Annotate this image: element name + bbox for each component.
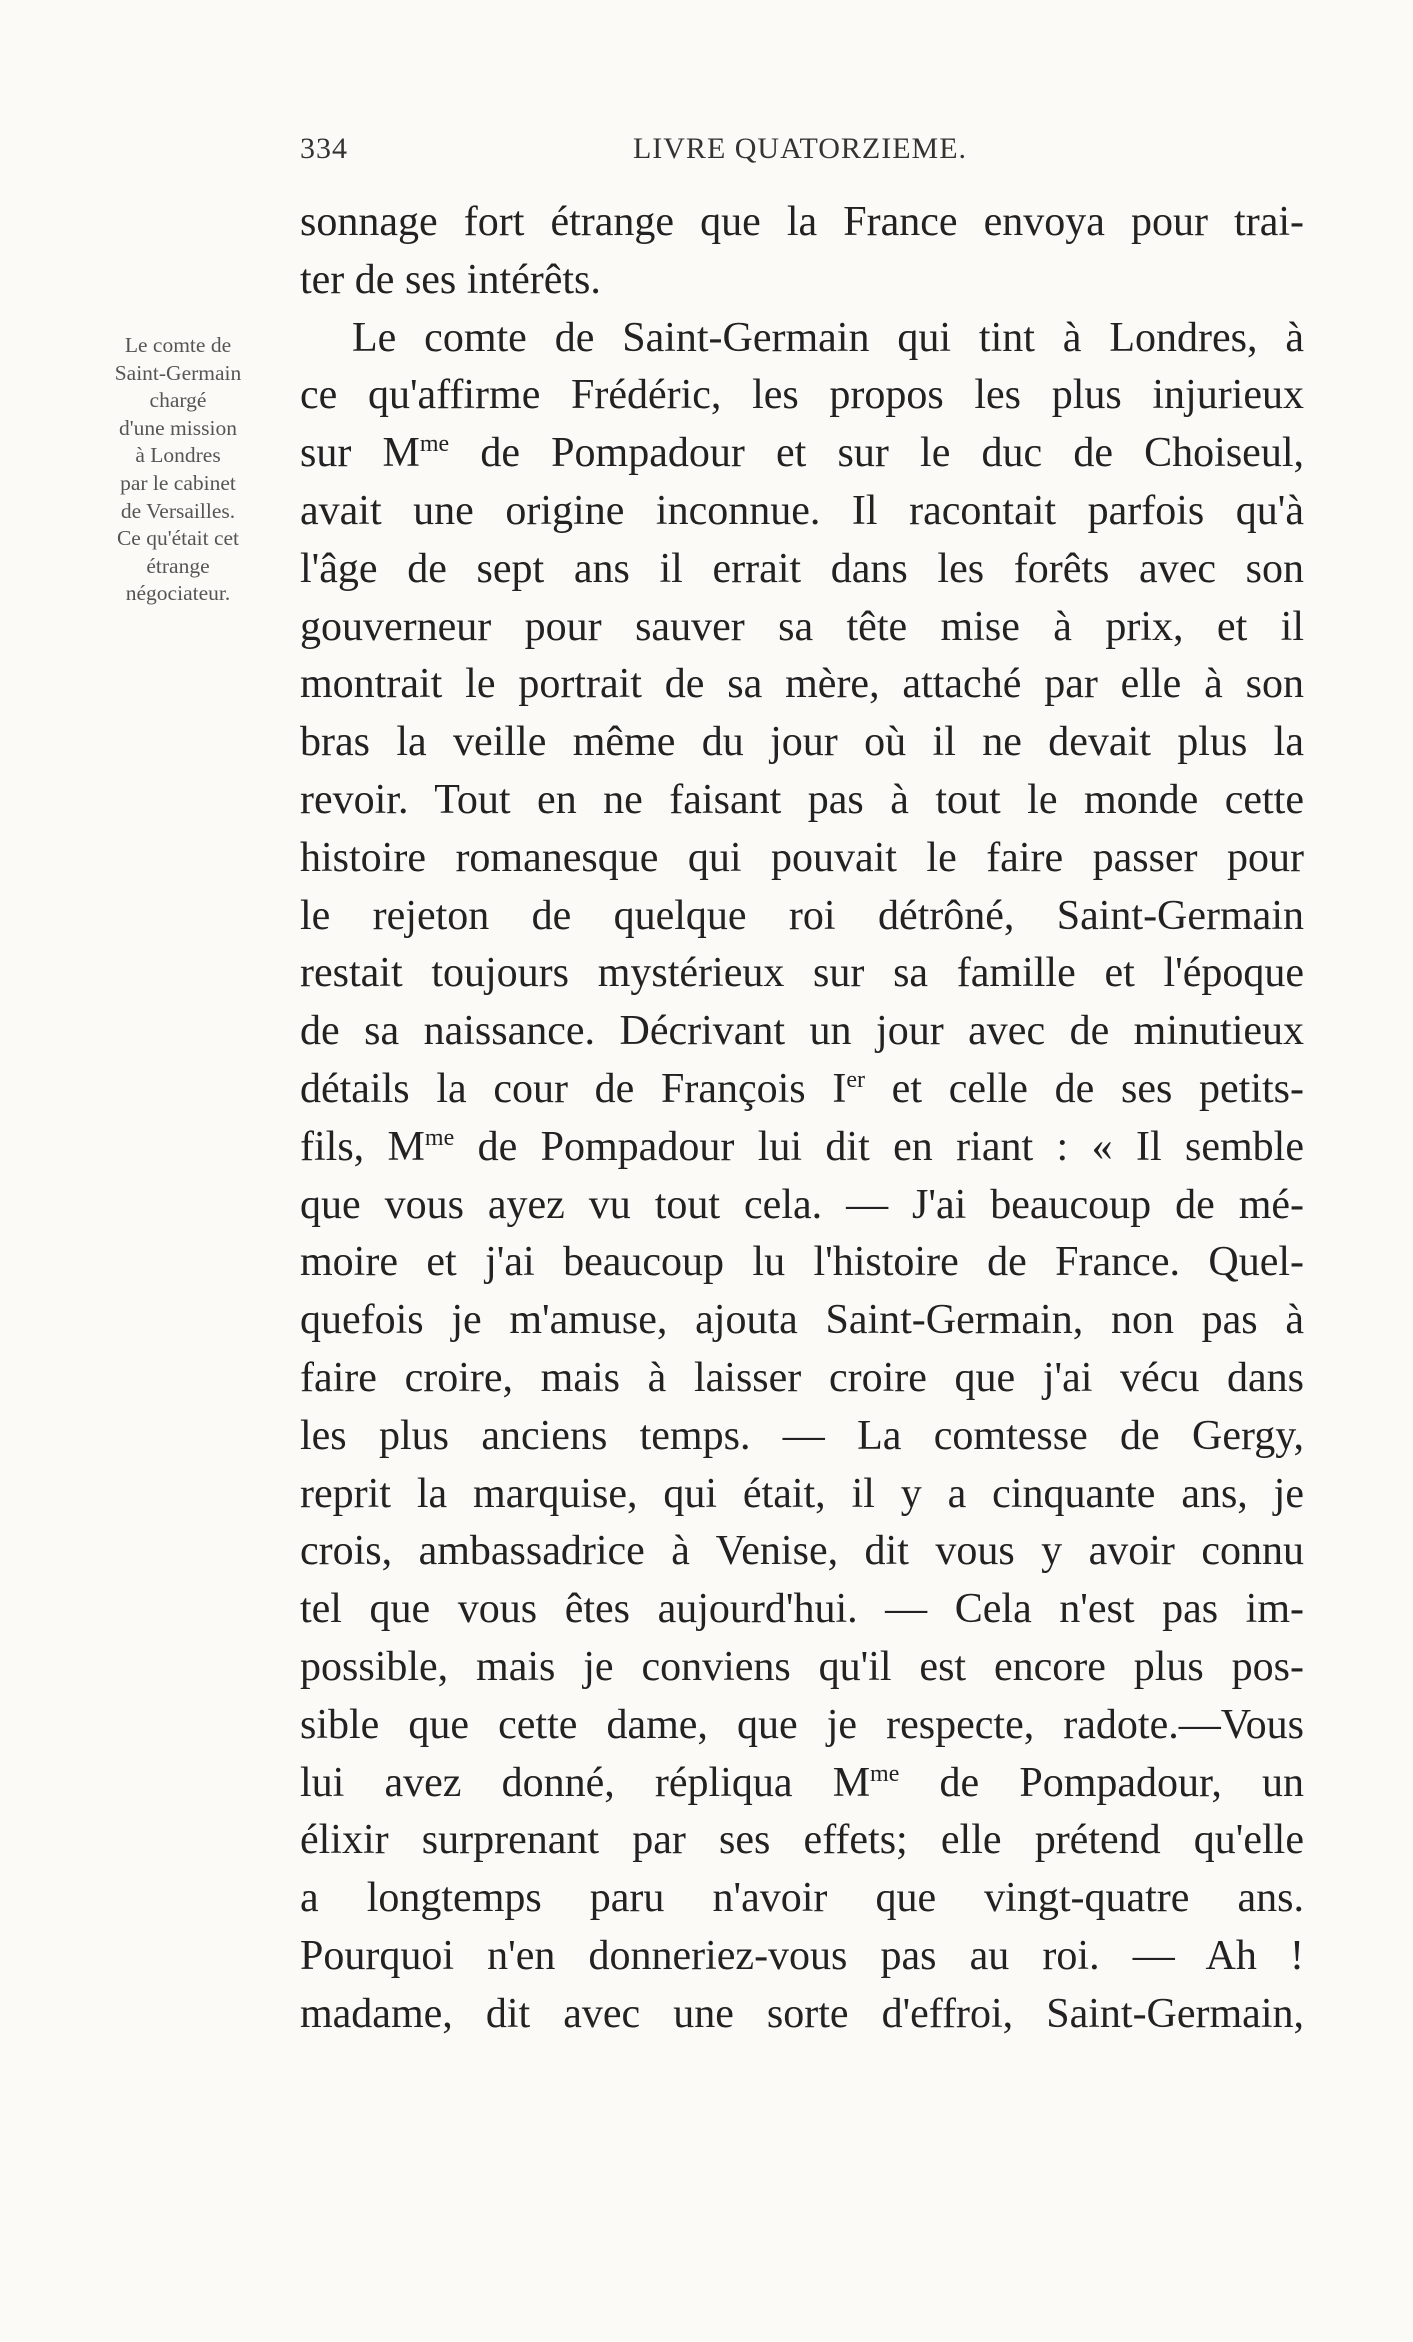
text-line [300,1755,1304,1813]
superscript: me [419,431,450,458]
text-line: moire et j'ai beaucoup lu l'histoire de France. Quel- [300,1239,1304,1286]
margin-note [78,332,278,608]
text-line: gouverneur pour sauver sa tête mise à prix, et il [300,603,1304,650]
text-line: les plus anciens temps. — La comtesse de Gergy, [300,1412,1304,1459]
text-line: reprit la marquise, qui était, il y a cinquante ans, je [300,1470,1304,1517]
superscript: me [870,1760,900,1787]
text-line: histoire romanesque qui pouvait le faire passer pour [300,834,1304,881]
margin-note-line: Ce qu'était cet [116,526,240,551]
text-line: le rejeton de quelque roi détrôné, Saint-Germain [300,892,1304,939]
superscript: er [846,1066,865,1093]
text-line: Le comte de Saint-Germain qui tint à Londres, à [352,314,1304,361]
margin-note-line: chargé [149,388,207,413]
text-line: restait toujours mystérieux sur sa famille et l'époque [300,950,1304,997]
text-fragment: et celle de ses petits- [864,1065,1304,1112]
body-text [300,194,1304,2044]
text-line: élixir surprenant par ses effets; elle prétend qu'elle [300,1817,1304,1864]
text-line: de sa naissance. Décrivant un jour avec de minutieux [300,1008,1304,1055]
text-line: madame, dit avec une sorte d'effroi, Saint-Germain, [300,1990,1304,2037]
text-fragment: détails la cour de François I [300,1065,847,1112]
text-line: tel que vous êtes aujourd'hui. — Cela n'est pas im- [300,1586,1304,1633]
text-line [300,1119,1304,1177]
text-line: possible, mais je conviens qu'il est encore plus pos- [300,1643,1304,1690]
margin-note-line: négociateur. [125,581,231,606]
page-number: 334 [300,132,348,165]
text-line: revoir. Tout en ne faisant pas à tout le monde cette [300,776,1304,823]
running-head [296,132,1304,176]
margin-note-line: par le cabinet [120,470,236,495]
text-line: ter de ses intérêts. [300,256,601,303]
text-fragment: de Pompadour, un [899,1759,1304,1806]
text-line: sonnage fort étrange que la France envoya pour trai- [300,199,1304,245]
text-line: crois, ambassadrice à Venise, dit vous y avoir connu [300,1528,1304,1575]
text-line [300,425,1304,483]
margin-note-line: Le comte de [124,333,232,357]
text-line: quefois je m'amuse, ajouta Saint-Germain, non pas à [300,1297,1304,1344]
text-line: a longtemps paru n'avoir que vingt-quatre ans. [300,1875,1304,1922]
text-line: faire croire, mais à laisser croire que j'ai vécu dans [300,1354,1304,1401]
text-line: Pourquoi n'en donneriez-vous pas au roi. — Ah ! [300,1932,1304,1979]
text-line: que vous ayez vu tout cela. — J'ai beaucoup de mé- [300,1181,1304,1228]
text-fragment: de Pompadour et sur le duc de Choiseul, [449,430,1304,477]
text-line [300,1061,1304,1119]
text-line: avait une origine inconnue. Il racontait parfois qu'à [300,487,1304,534]
margin-note-line: étrange [146,553,210,578]
text-line: bras la veille même du jour où il ne devait plus la [300,719,1304,766]
margin-note-line: à Londres [135,443,221,468]
margin-note-line: d'une mission [119,415,237,440]
chapter-title: LIVRE QUATORZIEME. [632,132,968,165]
text-fragment: de Pompadour lui dit en riant : « Il semble [454,1123,1304,1170]
text-fragment: fils, M [300,1123,425,1170]
text-line: sible que cette dame, que je respecte, radote.—Vous [300,1701,1304,1748]
superscript: me [424,1124,455,1151]
text-fragment: lui avez donné, répliqua M [300,1759,871,1806]
text-fragment: sur M [300,430,420,477]
text-line: montrait le portrait de sa mère, attaché par elle à son [300,661,1304,708]
text-line: l'âge de sept ans il errait dans les forêts avec son [300,545,1304,592]
margin-note-line: Saint-Germain [114,360,242,385]
text-line: ce qu'affirme Frédéric, les propos les plus injurieux [300,372,1304,419]
margin-note-line: de Versailles. [120,498,236,523]
